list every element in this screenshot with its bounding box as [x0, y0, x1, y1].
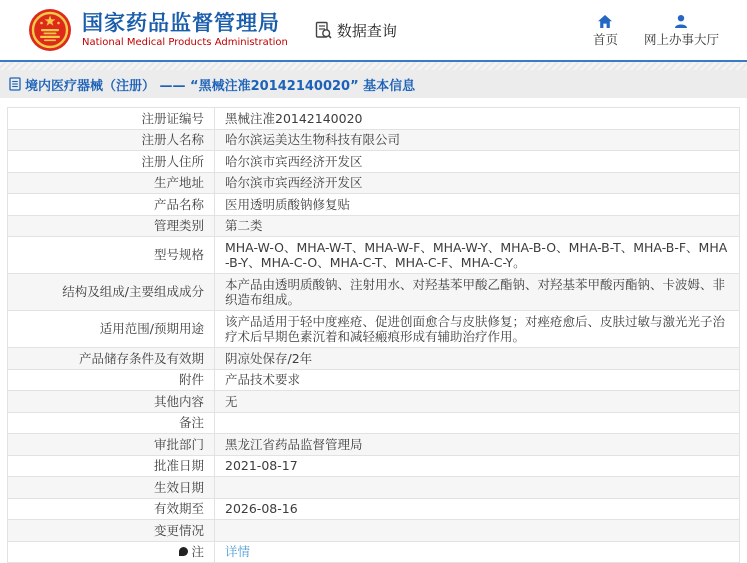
page-header: [0, 0, 747, 60]
row-label: 有效期至: [8, 498, 215, 520]
table-row: [8, 498, 740, 520]
document-search-icon: [314, 21, 333, 40]
row-label: 注册证编号: [8, 108, 215, 130]
row-label: 结构及组成/主要组成成分: [8, 274, 215, 311]
row-label: 其他内容: [8, 391, 215, 413]
row-label: 备注: [8, 412, 215, 434]
table-row: [8, 311, 740, 348]
row-value: MHA-W-O、MHA-W-T、MHA-W-F、MHA-W-Y、MHA-B-O、MHA-B-T、MHA-B-F、MHA-B-Y、MHA-C-O、MHA-C-T、MHA-C-F、MHA-C-Y。: [215, 237, 740, 274]
row-label: 注册人住所: [8, 151, 215, 173]
table-row: [8, 455, 740, 477]
row-value: 无: [215, 391, 740, 413]
breadcrumb-label: 境内医疗器械（注册） —— “黑械注准20142140020” 基本信息: [25, 78, 416, 94]
note-icon: [179, 547, 188, 556]
user-icon: [673, 14, 689, 29]
hatched-strip: [0, 62, 747, 70]
row-value: 2026-08-16: [215, 498, 740, 520]
row-value: 哈尔滨市宾西经济开发区: [215, 172, 740, 194]
table-row: [8, 108, 740, 130]
detail-link[interactable]: 详情: [225, 544, 251, 559]
row-label: 生效日期: [8, 477, 215, 499]
national-emblem-logo: [28, 8, 72, 52]
table-row: [8, 541, 740, 563]
org-title-block: [82, 12, 288, 48]
row-value: [215, 477, 740, 499]
row-value: 产品技术要求: [215, 369, 740, 391]
row-value: [215, 520, 740, 542]
table-row: [8, 129, 740, 151]
row-value: 黑龙江省药品监督管理局: [215, 434, 740, 456]
table-row: [8, 369, 740, 391]
row-label: 附件: [8, 369, 215, 391]
row-label: 生产地址: [8, 172, 215, 194]
data-query-nav[interactable]: [314, 20, 397, 41]
row-label: 型号规格: [8, 237, 215, 274]
nav-online-hall-label: 网上办事大厅: [643, 31, 719, 47]
table-row: [8, 520, 740, 542]
home-icon: [597, 14, 613, 29]
row-label: 适用范围/预期用途: [8, 311, 215, 348]
table-row: [8, 215, 740, 237]
row-label: 注册人名称: [8, 129, 215, 151]
table-row: [8, 412, 740, 434]
row-value: 医用透明质酸钠修复贴: [215, 194, 740, 216]
row-value: 第二类: [215, 215, 740, 237]
row-label: 产品储存条件及有效期: [8, 348, 215, 370]
row-label: 注: [8, 541, 215, 563]
row-value: [215, 412, 740, 434]
row-label: 管理类别: [8, 215, 215, 237]
org-name-en: National Medical Products Administration: [82, 37, 288, 49]
row-value: 阴凉处保存/2年: [215, 348, 740, 370]
row-value: 哈尔滨运美达生物科技有限公司: [215, 129, 740, 151]
table-row: [8, 348, 740, 370]
org-name-cn: 国家药品监督管理局: [82, 10, 280, 35]
top-nav: [593, 14, 733, 47]
row-value: 黑械注准20142140020: [215, 108, 740, 130]
breadcrumb: [0, 70, 747, 98]
table-row: [8, 172, 740, 194]
table-row: [8, 477, 740, 499]
row-value: 2021-08-17: [215, 455, 740, 477]
row-value: 本产品由透明质酸钠、注射用水、对羟基苯甲酸乙酯钠、对羟基苯甲酸丙酯钠、卡波姆、非织造布组成。: [215, 274, 740, 311]
row-label: 批准日期: [8, 455, 215, 477]
row-label: 审批部门: [8, 434, 215, 456]
table-row: [8, 194, 740, 216]
nav-online-hall[interactable]: [644, 14, 719, 47]
nav-home-label: 首页: [592, 31, 618, 47]
table-row: [8, 237, 740, 274]
row-label: 产品名称: [8, 194, 215, 216]
info-table-wrapper: [0, 98, 747, 563]
table-row: [8, 391, 740, 413]
data-query-label: 数据查询: [336, 21, 397, 40]
table-row: [8, 434, 740, 456]
nav-home[interactable]: [593, 14, 618, 47]
info-table: [7, 107, 740, 563]
row-value: 该产品适用于轻中度痤疮、促进创面愈合与皮肤修复；对痤疮愈后、皮肤过敏与激光光子治疗术后早期色素沉着和减轻瘢痕形成有辅助治疗作用。: [215, 311, 740, 348]
document-icon: [9, 77, 21, 91]
table-row: [8, 151, 740, 173]
table-row: [8, 274, 740, 311]
row-label: 变更情况: [8, 520, 215, 542]
row-value: [215, 541, 740, 563]
row-value: 哈尔滨市宾西经济开发区: [215, 151, 740, 173]
